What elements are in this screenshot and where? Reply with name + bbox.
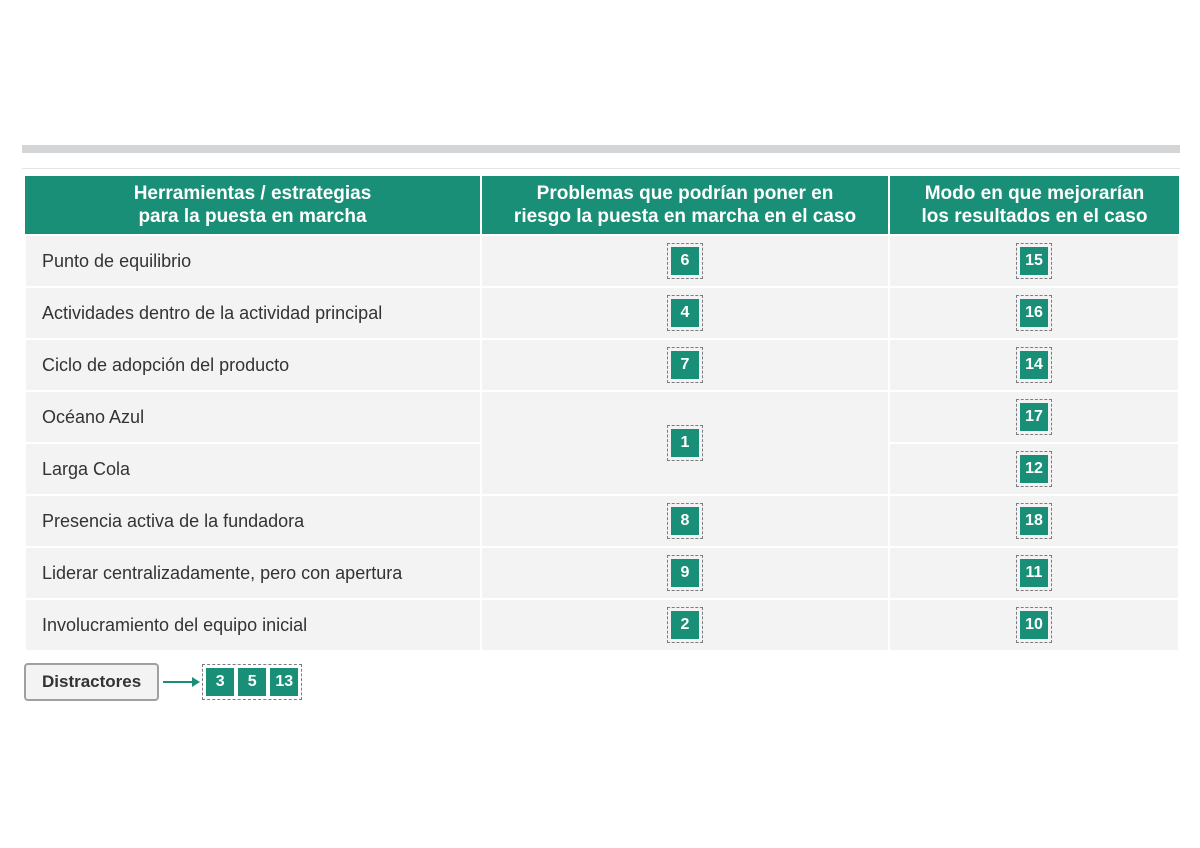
answer-chip[interactable]: [1016, 503, 1052, 539]
distractors-section: [24, 663, 302, 701]
row-label: Ciclo de adopción del producto: [25, 339, 481, 391]
header-tools: [25, 176, 481, 235]
answer-number: 15: [1020, 247, 1048, 275]
row-label: Océano Azul: [25, 391, 481, 443]
improvement-cell: [889, 547, 1179, 599]
improvement-cell: [889, 443, 1179, 495]
answer-number: 4: [671, 299, 699, 327]
answer-chip[interactable]: [1016, 607, 1052, 643]
problem-cell: [481, 495, 889, 547]
answer-number: 18: [1020, 507, 1048, 535]
problem-cell: [481, 235, 889, 287]
answer-chip[interactable]: [1016, 399, 1052, 435]
answer-chip[interactable]: [667, 243, 703, 279]
distractor-chip[interactable]: 13: [270, 668, 298, 696]
thin-divider: [22, 168, 1180, 169]
header-improvements: [889, 176, 1179, 235]
header-line: Problemas que podrían poner en: [536, 183, 834, 204]
header-line: Herramientas / estrategias: [133, 183, 372, 204]
answer-chip[interactable]: [1016, 347, 1052, 383]
table-row: [25, 339, 1179, 391]
top-divider: [22, 145, 1180, 153]
improvement-cell: [889, 287, 1179, 339]
improvement-cell: [889, 599, 1179, 651]
improvement-cell: [889, 235, 1179, 287]
header-problems: [481, 176, 889, 235]
table-row: [25, 235, 1179, 287]
table-row: [25, 495, 1179, 547]
answer-number: 2: [671, 611, 699, 639]
answer-number: 9: [671, 559, 699, 587]
distractor-chip[interactable]: 3: [206, 668, 234, 696]
arrow-right-icon: [161, 672, 201, 692]
answer-number: 10: [1020, 611, 1048, 639]
problem-cell: [481, 391, 889, 495]
answer-chip[interactable]: [667, 607, 703, 643]
problem-cell: [481, 599, 889, 651]
answer-chip[interactable]: [667, 295, 703, 331]
distractors-label: Distractores: [24, 663, 159, 701]
improvement-cell: [889, 495, 1179, 547]
row-label: Larga Cola: [25, 443, 481, 495]
answer-chip[interactable]: [1016, 555, 1052, 591]
row-label: Involucramiento del equipo inicial: [25, 599, 481, 651]
answer-number: 17: [1020, 403, 1048, 431]
header-line: para la puesta en marcha: [138, 206, 367, 227]
answer-number: 14: [1020, 351, 1048, 379]
answer-number: 11: [1020, 559, 1048, 587]
distractor-chips: [202, 664, 302, 700]
answer-number: 7: [671, 351, 699, 379]
problem-cell: [481, 287, 889, 339]
answer-number: 6: [671, 247, 699, 275]
answer-number: 8: [671, 507, 699, 535]
problem-cell: [481, 339, 889, 391]
answer-number: 16: [1020, 299, 1048, 327]
header-line: los resultados en el caso: [921, 206, 1148, 227]
table-row: [25, 547, 1179, 599]
table-header-row: [25, 176, 1179, 235]
answer-chip[interactable]: [1016, 451, 1052, 487]
table-row: [25, 391, 1179, 443]
answer-chip[interactable]: [1016, 295, 1052, 331]
distractor-chip[interactable]: 5: [238, 668, 266, 696]
table-row: [25, 599, 1179, 651]
header-line: riesgo la puesta en marcha en el caso: [513, 206, 857, 227]
strategies-table: [24, 176, 1180, 652]
answer-chip[interactable]: [667, 425, 703, 461]
answer-chip[interactable]: [667, 503, 703, 539]
answer-number: 1: [671, 429, 699, 457]
table-row: [25, 287, 1179, 339]
row-label: Liderar centralizadamente, pero con apertura: [25, 547, 481, 599]
answer-chip[interactable]: [667, 555, 703, 591]
improvement-cell: [889, 391, 1179, 443]
row-label: Actividades dentro de la actividad principal: [25, 287, 481, 339]
row-label: Presencia activa de la fundadora: [25, 495, 481, 547]
answer-chip[interactable]: [1016, 243, 1052, 279]
problem-cell: [481, 547, 889, 599]
answer-number: 12: [1020, 455, 1048, 483]
row-label: Punto de equilibrio: [25, 235, 481, 287]
improvement-cell: [889, 339, 1179, 391]
header-line: Modo en que mejorarían: [924, 183, 1145, 204]
answer-chip[interactable]: [667, 347, 703, 383]
